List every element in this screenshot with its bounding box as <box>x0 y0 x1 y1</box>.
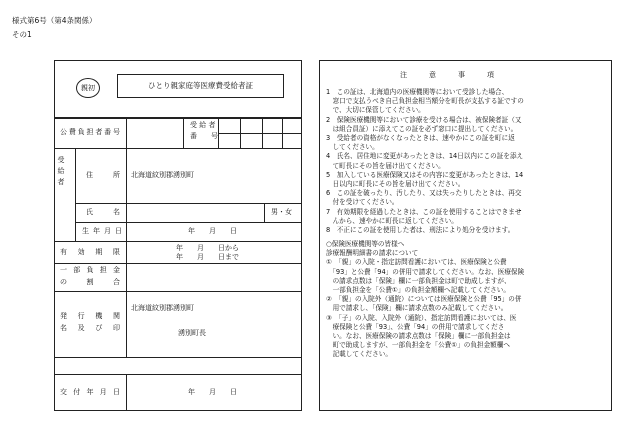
note-line: 4 氏名、居住地に変更があったときは、14日以内にこの証を添え <box>326 152 524 161</box>
provider-item-line: 町で助成しますが、一部負担金を「公費①」の負担金額欄へ <box>326 341 510 350</box>
issuer-address: 北海道紋別郡湧別町 <box>131 304 194 312</box>
recipient-number-label-1: 受 給 者 <box>190 121 216 129</box>
note-line: 2 保険医療機関等において診療を受ける場合は、被保険者証（又 <box>326 115 522 124</box>
badge-oyasho: 親初 <box>76 78 100 98</box>
note-line: 8 不正にこの証を使用した者は、刑法により処分を受けます。 <box>326 226 515 235</box>
provider-section-subtitle: 診療報酬明細書の請求について <box>326 249 419 258</box>
provider-item-line: ② 「親」の入院外（通院）については医療保険と公費「95」の併 <box>326 295 522 304</box>
validity-label: 有 効 期 限 <box>60 248 120 256</box>
note-line: んから、速やかに町長に返してください。 <box>326 216 458 225</box>
certificate-title: ひとり親家庭等医療費受給者証 <box>117 74 284 98</box>
birth-date-label: 生 年 月 日 <box>82 227 122 235</box>
provider-item-line: の請求点数は「保険」欄に一部負担金は町で助成しますが、 <box>326 276 511 285</box>
notes-title: 注意事項 <box>400 71 516 79</box>
issuer-name: 湧別町長 <box>178 329 206 337</box>
provider-item-line: ③ 「子」の入院、入院外（通院）、指定訪問看護においては、医 <box>326 313 517 322</box>
recipient-number-label-2: 番 号 <box>190 132 218 140</box>
note-line: 5 加入している医療保険又はその内容に変更があったときは、14 <box>326 170 524 179</box>
provider-item-line: 「93」と公費「94」の併用で請求してください。なお、医療保険 <box>326 267 525 276</box>
note-line: 窓口で支払うべき自己負担金相当額分を町長が支払する証ですの <box>326 97 524 106</box>
note-line: 7 有効期限を経過したときは、この証を使用することはできませ <box>326 207 522 216</box>
provider-item-line: 療保険と公費「93」、公費「94」の併用で請求してくださ <box>326 322 505 331</box>
provider-item-line: ① 「親」の入院・指定訪問看護においては、医療保険と公費 <box>326 258 507 267</box>
form-number: 様式第6号（第4条関係） <box>12 16 97 25</box>
card-table <box>54 118 302 411</box>
provider-item <box>326 258 608 295</box>
issuer-label-2: 名 及 び 印 <box>60 324 120 332</box>
note-line: で、大切に保管してください。 <box>326 106 425 115</box>
note-line: してください。 <box>326 143 379 152</box>
provider-section-title: ○保険医療機関等の皆様へ <box>326 240 405 248</box>
provider-item-line: 一部負担金を「公費①」の負担金額欄へ記載してください。 <box>326 286 510 295</box>
name-label: 氏 名 <box>86 208 120 216</box>
address-label: 住 所 <box>86 171 120 179</box>
note-line: 6 この証を破ったり、汚したり、又は失ったりしたときは、再交 <box>326 189 522 198</box>
provider-item-line: 記載してください。 <box>326 350 392 359</box>
issue-date-label: 交 付 年 月 日 <box>60 388 120 396</box>
sex-value: 男・女 <box>271 208 292 216</box>
issuer-label-1: 発 行 機 関 <box>60 312 120 320</box>
provider-section <box>326 240 608 360</box>
note-line: 1 この証は、北海道内の医療機関等において受診した場合、 <box>326 88 509 96</box>
note-line: て町長にその旨を届け出てください。 <box>326 161 445 170</box>
recipient-side-label: 受給者 <box>57 156 65 189</box>
provider-item <box>326 295 608 313</box>
birth-date-value: 年 月 日 <box>188 227 237 235</box>
note-line: 付を受けてください。 <box>326 198 399 207</box>
address-value: 北海道紋別郡湧別町 <box>131 171 194 179</box>
provider-item-line: 用で請求し、「保険」欄に請求点数のみ記載してください。 <box>326 304 508 313</box>
note-line: は組合員証）に添えてこの証を必ず窓口に提出してください。 <box>326 124 518 133</box>
payer-number-label: 公費負担者番号 <box>60 128 120 136</box>
provider-items <box>326 258 608 359</box>
issue-date-value: 年 月 日 <box>188 388 237 396</box>
note-line: 3 受給者の資格がなくなったときは、速やかにこの証を町に返 <box>326 134 515 143</box>
notes-list <box>326 88 608 235</box>
provider-item-line: い。なお、医療保険の請求点数は「保険」欄に一部負担金は <box>326 332 511 341</box>
copay-label-2: の 割 合 <box>60 278 120 286</box>
validity-from: 年 月 日から <box>176 244 239 252</box>
copay-label-1: 一 部 負 担 金 <box>60 266 120 274</box>
part-number: その1 <box>12 30 32 39</box>
note-line: 日以内に町長にその旨を届け出てください。 <box>326 180 465 189</box>
provider-item <box>326 314 608 360</box>
validity-to: 年 月 日まで <box>176 253 239 261</box>
